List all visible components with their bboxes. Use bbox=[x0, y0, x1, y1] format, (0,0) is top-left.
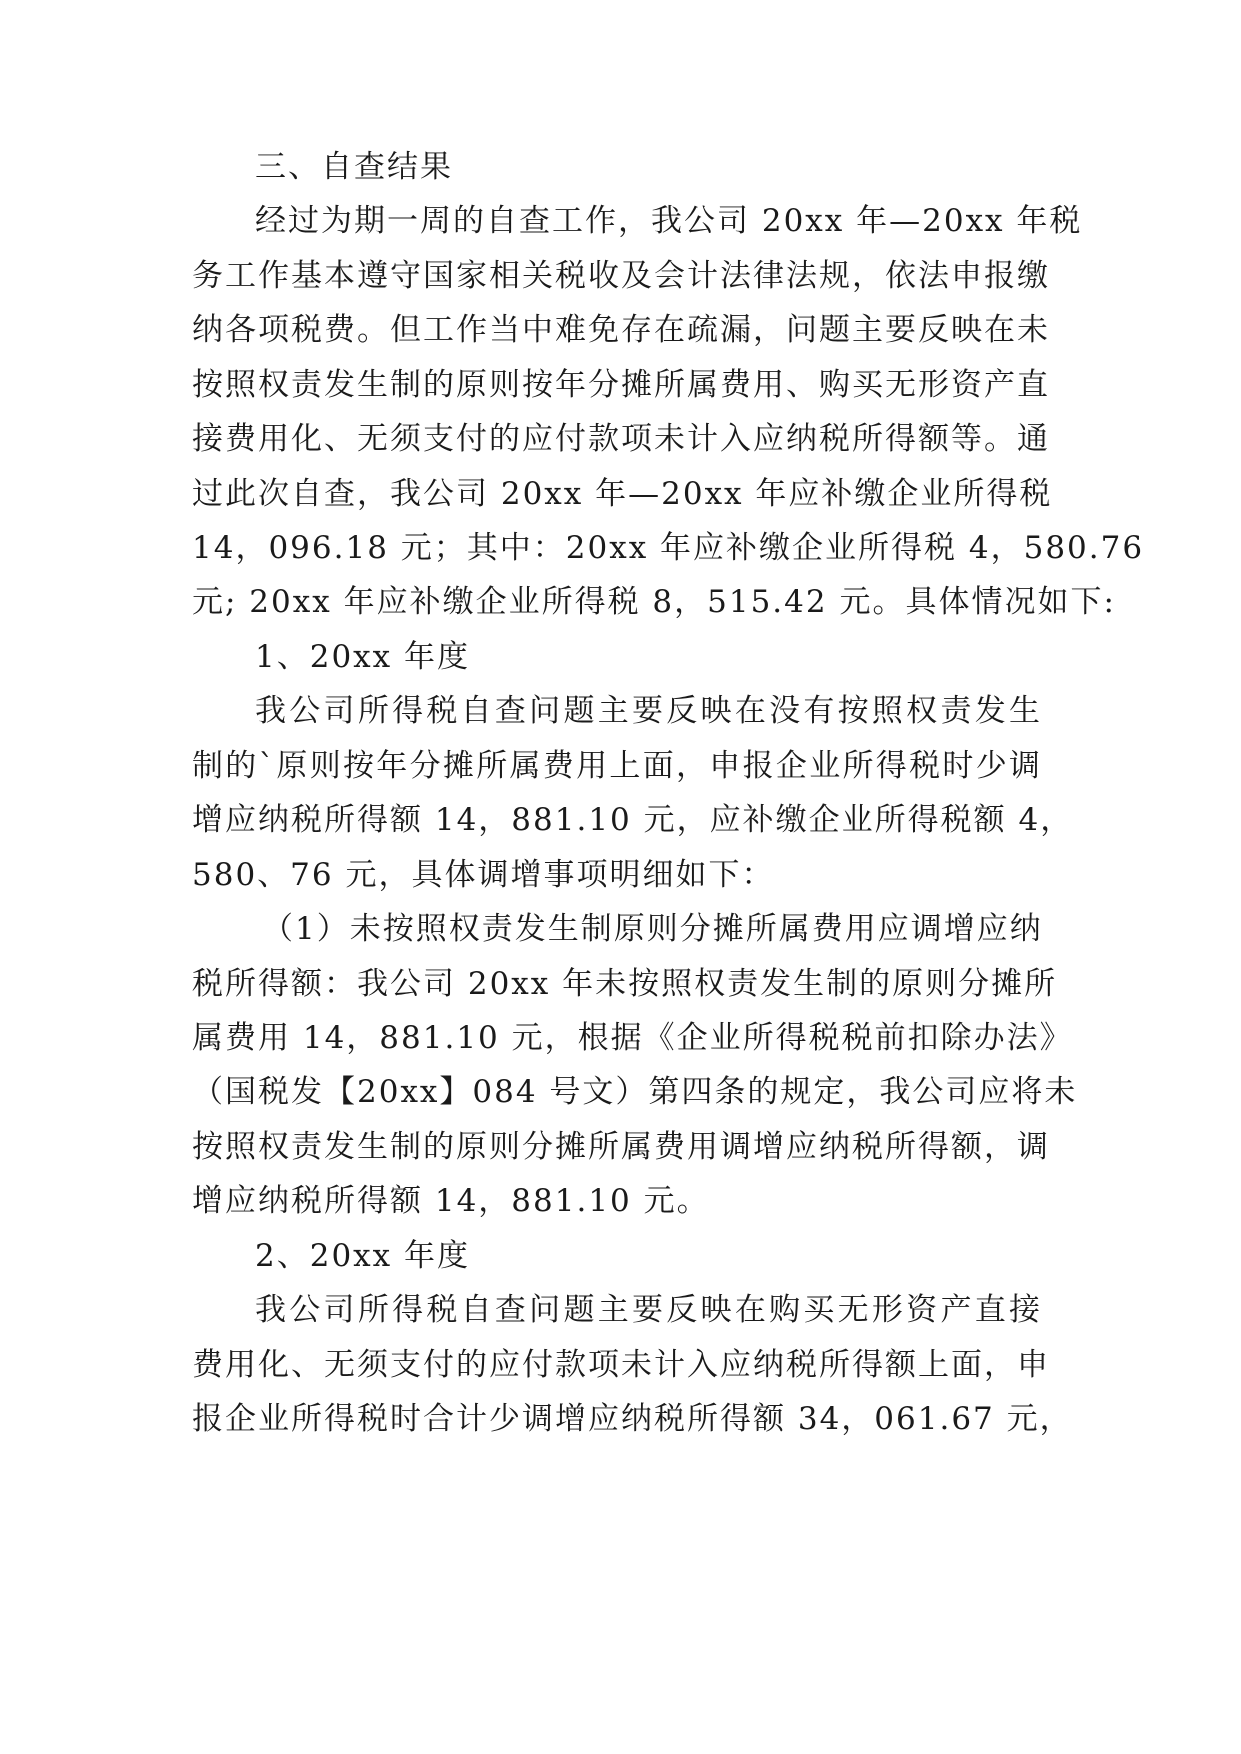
paragraph-line: 过此次自查，我公司 20xx 年—20xx 年应补缴企业所得税 bbox=[192, 476, 1053, 512]
paragraph-line: 按照权责发生制的原则分摊所属费用调增应纳税所得额，调 bbox=[192, 1129, 1050, 1165]
paragraph-line: （1）未按照权责发生制原则分摊所属费用应调增应纳 bbox=[262, 911, 1043, 947]
paragraph-line: 纳各项税费。但工作当中难免存在疏漏，问题主要反映在未 bbox=[192, 312, 1050, 348]
paragraph-line: 属费用 14，881.10 元，根据《企业所得税税前扣除办法》 bbox=[192, 1020, 1073, 1056]
paragraph-line: 我公司所得税自查问题主要反映在购买无形资产直接 bbox=[255, 1292, 1042, 1328]
subsection-heading: 1、20xx 年度 bbox=[255, 639, 470, 675]
paragraph-line: 我公司所得税自查问题主要反映在没有按照权责发生 bbox=[255, 693, 1042, 729]
paragraph-line: 税所得额：我公司 20xx 年未按照权责发生制的原则分摊所 bbox=[192, 966, 1058, 1002]
section-heading: 三、自查结果 bbox=[255, 149, 453, 185]
paragraph-line: 按照权责发生制的原则按年分摊所属费用、购买无形资产直 bbox=[192, 367, 1050, 403]
paragraph-line: 14，096.18 元；其中：20xx 年应补缴企业所得税 4，580.76 bbox=[192, 530, 1145, 566]
paragraph-line: 费用化、无须支付的应付款项未计入应纳税所得额上面，申 bbox=[192, 1347, 1050, 1383]
paragraph-line: 接费用化、无须支付的应付款项未计入应纳税所得额等。通 bbox=[192, 421, 1050, 457]
paragraph-line: 制的`原则按年分摊所属费用上面，申报企业所得税时少调 bbox=[192, 748, 1042, 784]
paragraph-line: 增应纳税所得额 14，881.10 元，应补缴企业所得税额 4， bbox=[192, 802, 1074, 838]
paragraph-line: 元; 20xx 年应补缴企业所得税 8，515.42 元。具体情况如下: bbox=[192, 584, 1116, 620]
subsection-heading: 2、20xx 年度 bbox=[255, 1238, 470, 1274]
paragraph-line: （国税发【20xx】084 号文）第四条的规定，我公司应将未 bbox=[192, 1074, 1078, 1110]
paragraph-line: 580、76 元，具体调增事项明细如下： bbox=[192, 857, 775, 893]
paragraph-line: 增应纳税所得额 14，881.10 元。 bbox=[192, 1183, 710, 1219]
paragraph-line: 经过为期一周的自查工作，我公司 20xx 年—20xx 年税 bbox=[255, 203, 1083, 239]
paragraph-line: 务工作基本遵守国家相关税收及会计法律法规，依法申报缴 bbox=[192, 258, 1050, 294]
paragraph-line: 报企业所得税时合计少调增应纳税所得额 34，061.67 元， bbox=[192, 1401, 1073, 1437]
